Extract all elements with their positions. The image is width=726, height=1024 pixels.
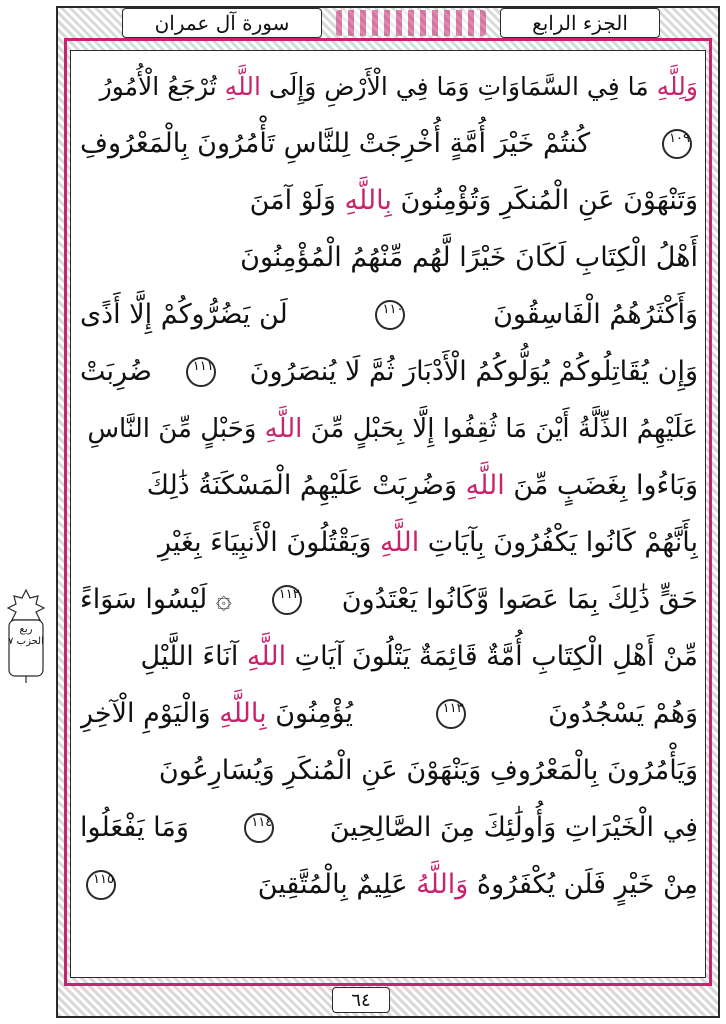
line-text: وَهُمْ يَسْجُدُونَ <box>548 698 698 729</box>
juz-name: الجزء الرابع <box>532 11 628 35</box>
verse-line-14 <box>80 799 698 856</box>
surah-name: سورة آل عمران <box>154 11 290 35</box>
verse-line-10 <box>80 571 698 628</box>
header-ornament <box>336 10 486 36</box>
hizb-label: ربع الحزب ٧ <box>8 624 44 647</box>
ayah-number-marker: ١١١ <box>186 357 216 387</box>
line-text: حَقٍّ ذَٰلِكَ بِمَا عَصَوا وَّكَانُوا يَعْتَدُونَ <box>341 584 698 615</box>
verse-line-13 <box>80 742 698 799</box>
surah-name-header <box>122 8 322 38</box>
verse-line-2 <box>80 115 698 172</box>
juz-header <box>500 8 660 38</box>
verse-line-5 <box>80 286 698 343</box>
verse-line-6 <box>80 343 698 400</box>
line-text: ۞ لَيْسُوا سَوَاءً <box>80 584 232 615</box>
verse-line-8 <box>80 457 698 514</box>
verse-line-11 <box>80 628 698 685</box>
ayah-number-marker: ١١٠ <box>375 300 405 330</box>
verse-line-3 <box>80 172 698 229</box>
line-text: وَتَنْهَوْنَ عَنِ الْمُنكَرِ وَتُؤْمِنُونَ بِاللَّهِ وَلَوْ آمَنَ <box>249 185 698 216</box>
ayah-number-marker: ١١٣ <box>436 699 466 729</box>
line-text: وَمَا يَفْعَلُوا <box>80 812 189 843</box>
line-text: وَإِن يُقَاتِلُوكُمْ يُوَلُّوكُمُ الْأَدْبَارَ ثُمَّ لَا يُنصَرُونَ <box>249 356 698 387</box>
verse-line-12 <box>80 685 698 742</box>
verse-line-7 <box>80 400 698 457</box>
line-text: ضُرِبَتْ <box>80 356 152 387</box>
line-text: لَن يَضُرُّوكُمْ إِلَّا أَذًى <box>80 299 288 330</box>
line-text: وَيَأْمُرُونَ بِالْمَعْرُوفِ وَيَنْهَوْنَ عَنِ الْمُنكَرِ وَيُسَارِعُونَ <box>158 755 698 786</box>
line-text: وَبَاءُوا بِغَضَبٍ مِّنَ اللَّهِ وَضُرِبَتْ عَلَيْهِمُ الْمَسْكَنَةُ ذَٰلِكَ <box>146 470 698 501</box>
line-text: عَلَيْهِمُ الذِّلَّةُ أَيْنَ مَا ثُقِفُوا إِلَّا بِحَبْلٍ مِّنَ اللَّهِ وَحَبْلٍ مِّنَ النَّاسِ <box>87 413 698 444</box>
line-text: مِنْ خَيْرٍ فَلَن يُكْفَرُوهُ وَاللَّهُ عَلِيمٌ بِالْمُتَّقِينَ <box>257 869 698 900</box>
verse-line-1 <box>80 58 698 115</box>
line-text: بِأَنَّهُمْ كَانُوا يَكْفُرُونَ بِآيَاتِ اللَّهِ وَيَقْتُلُونَ الْأَنبِيَاءَ بِغَيْرِ <box>158 527 698 558</box>
verse-line-4 <box>80 229 698 286</box>
line-text: أَهْلُ الْكِتَابِ لَكَانَ خَيْرًا لَّهُم مِّنْهُمُ الْمُؤْمِنُونَ <box>240 242 698 273</box>
ayah-number-marker: ١١٤ <box>244 813 274 843</box>
verse-line-9 <box>80 514 698 571</box>
line-text: يُؤْمِنُونَ بِاللَّهِ وَالْيَوْمِ الْآخِرِ <box>80 698 354 729</box>
ayah-number-marker: ١١٥ <box>86 870 116 900</box>
verse-line-15 <box>80 856 698 913</box>
page-number-text: ٦٤ <box>351 989 371 1011</box>
page-number <box>332 987 390 1013</box>
line-text: كُنتُمْ خَيْرَ أُمَّةٍ أُخْرِجَتْ لِلنَّاسِ تَأْمُرُونَ بِالْمَعْرُوفِ <box>80 128 591 159</box>
ayah-number-marker: ١٠٩ <box>662 129 692 159</box>
verse-lines <box>80 58 698 970</box>
line-text: مِّنْ أَهْلِ الْكِتَابِ أُمَّةٌ قَائِمَةٌ يَتْلُونَ آيَاتِ اللَّهِ آنَاءَ اللَّيْلِ <box>140 641 698 672</box>
line-text: فِي الْخَيْرَاتِ وَأُولَٰئِكَ مِنَ الصَّالِحِينَ <box>329 812 698 843</box>
line-text: وَأَكْثَرُهُمُ الْفَاسِقُونَ <box>493 299 698 330</box>
line-text: وَلِلَّهِ مَا فِي السَّمَاوَاتِ وَمَا فِي الْأَرْضِ وَإِلَى اللَّهِ تُرْجَعُ الْأُمُورُ <box>99 72 698 101</box>
ayah-number-marker: ١١٢ <box>272 585 302 615</box>
